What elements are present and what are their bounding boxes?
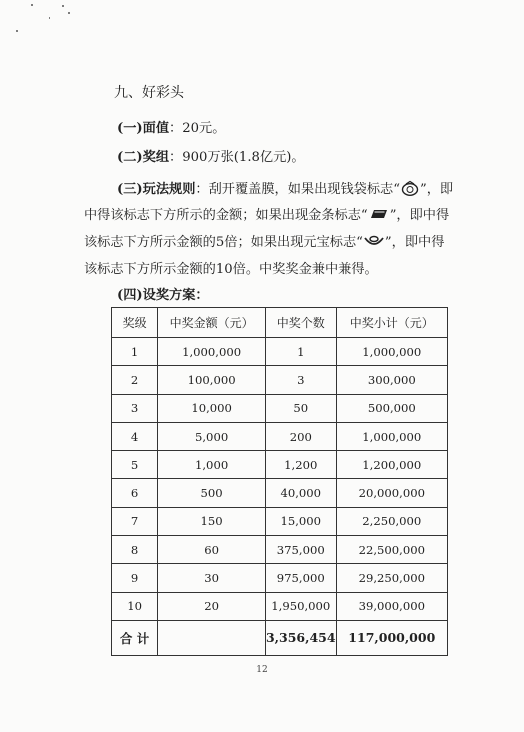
cell-subtotal: 500,000 (336, 394, 447, 422)
cell-subtotal: 2,250,000 (336, 507, 447, 535)
scan-speck (16, 30, 18, 32)
cell-subtotal: 22,500,000 (336, 536, 447, 564)
total-label: 合 计 (112, 620, 158, 655)
rules-line-4: 该标志下方所示金额的10倍。中奖奖金兼中兼得。 (84, 262, 378, 277)
table-row (112, 422, 448, 450)
rules-text: 中得该标志下方所示的金额；如果出现金条标志“ (84, 208, 368, 223)
face-value-line (117, 117, 225, 136)
total-count: 3,356,454 (265, 620, 336, 655)
cell-level: 1 (112, 338, 158, 366)
scan-speck (68, 12, 70, 14)
table-header-row (112, 308, 448, 338)
section-heading: 九、好彩头 (114, 85, 184, 101)
cell-count: 1,200 (265, 451, 336, 479)
money-bag-icon (401, 180, 419, 200)
table-row (112, 394, 448, 422)
header-subtotal: 中奖小计（元） (336, 308, 447, 338)
scan-speck (31, 4, 33, 6)
rules-line-3 (84, 231, 444, 252)
table-row (112, 592, 448, 620)
rules-line-2 (84, 204, 449, 225)
table-row (112, 451, 448, 479)
cell-subtotal: 1,200,000 (336, 451, 447, 479)
cell-subtotal: 29,250,000 (336, 564, 447, 592)
cell-count: 3 (265, 366, 336, 394)
cell-level: 6 (112, 479, 158, 507)
rules-text: ”，即 (419, 182, 454, 197)
scheme-label: (四)设奖方案： (117, 288, 209, 303)
table-row (112, 479, 448, 507)
cell-level: 4 (112, 422, 158, 450)
rules-line-1 (117, 178, 453, 200)
group-text: ：900万张(1.8亿元)。 (169, 150, 305, 165)
cell-amount: 150 (158, 507, 266, 535)
total-subtotal: 117,000,000 (336, 620, 447, 655)
cell-amount: 30 (158, 564, 266, 592)
cell-subtotal: 20,000,000 (336, 479, 447, 507)
cell-subtotal: 1,000,000 (336, 338, 447, 366)
cell-level: 10 (112, 592, 158, 620)
rules-text: 该标志下方所示金额的5倍；如果出现元宝标志“ (84, 235, 363, 250)
rules-text: ”，即中得 (384, 235, 445, 250)
cell-count: 375,000 (265, 536, 336, 564)
gold-bar-icon (369, 207, 389, 225)
cell-count: 40,000 (265, 479, 336, 507)
prize-table (111, 307, 448, 656)
header-amount: 中奖金额（元） (158, 308, 266, 338)
table-row (112, 366, 448, 394)
rules-text: ：刮开覆盖膜，如果出现钱袋标志“ (195, 182, 400, 197)
cell-subtotal: 1,000,000 (336, 422, 447, 450)
table-row (112, 507, 448, 535)
table-row (112, 338, 448, 366)
cell-count: 200 (265, 422, 336, 450)
cell-amount: 5,000 (158, 422, 266, 450)
group-line (117, 146, 305, 165)
cell-amount: 20 (158, 592, 266, 620)
group-label: (二)奖组 (117, 150, 170, 165)
scan-speck (49, 17, 50, 19)
cell-level: 5 (112, 451, 158, 479)
cell-level: 3 (112, 394, 158, 422)
cell-count: 1 (265, 338, 336, 366)
cell-amount: 100,000 (158, 366, 266, 394)
header-count: 中奖个数 (265, 308, 336, 338)
face-value-label: (一)面值 (117, 121, 170, 136)
cell-level: 8 (112, 536, 158, 564)
cell-level: 9 (112, 564, 158, 592)
gold-ingot-icon (364, 234, 384, 252)
face-value-text: ：20元。 (169, 121, 226, 136)
table-row (112, 564, 448, 592)
rules-label: (三)玩法规则 (117, 182, 196, 197)
cell-amount: 10,000 (158, 394, 266, 422)
cell-level: 2 (112, 366, 158, 394)
header-level: 奖级 (112, 308, 158, 338)
cell-subtotal: 39,000,000 (336, 592, 447, 620)
table-row (112, 536, 448, 564)
cell-amount: 500 (158, 479, 266, 507)
cell-count: 975,000 (265, 564, 336, 592)
table-total-row (112, 620, 448, 655)
cell-count: 1,950,000 (265, 592, 336, 620)
rules-text: ”，即中得 (389, 208, 450, 223)
cell-count: 15,000 (265, 507, 336, 535)
cell-amount: 1,000,000 (158, 338, 266, 366)
scan-speck (62, 5, 64, 7)
cell-subtotal: 300,000 (336, 366, 447, 394)
page-number: 12 (256, 665, 268, 675)
cell-count: 50 (265, 394, 336, 422)
total-amount-empty (158, 620, 266, 655)
cell-amount: 1,000 (158, 451, 266, 479)
cell-amount: 60 (158, 536, 266, 564)
cell-level: 7 (112, 507, 158, 535)
